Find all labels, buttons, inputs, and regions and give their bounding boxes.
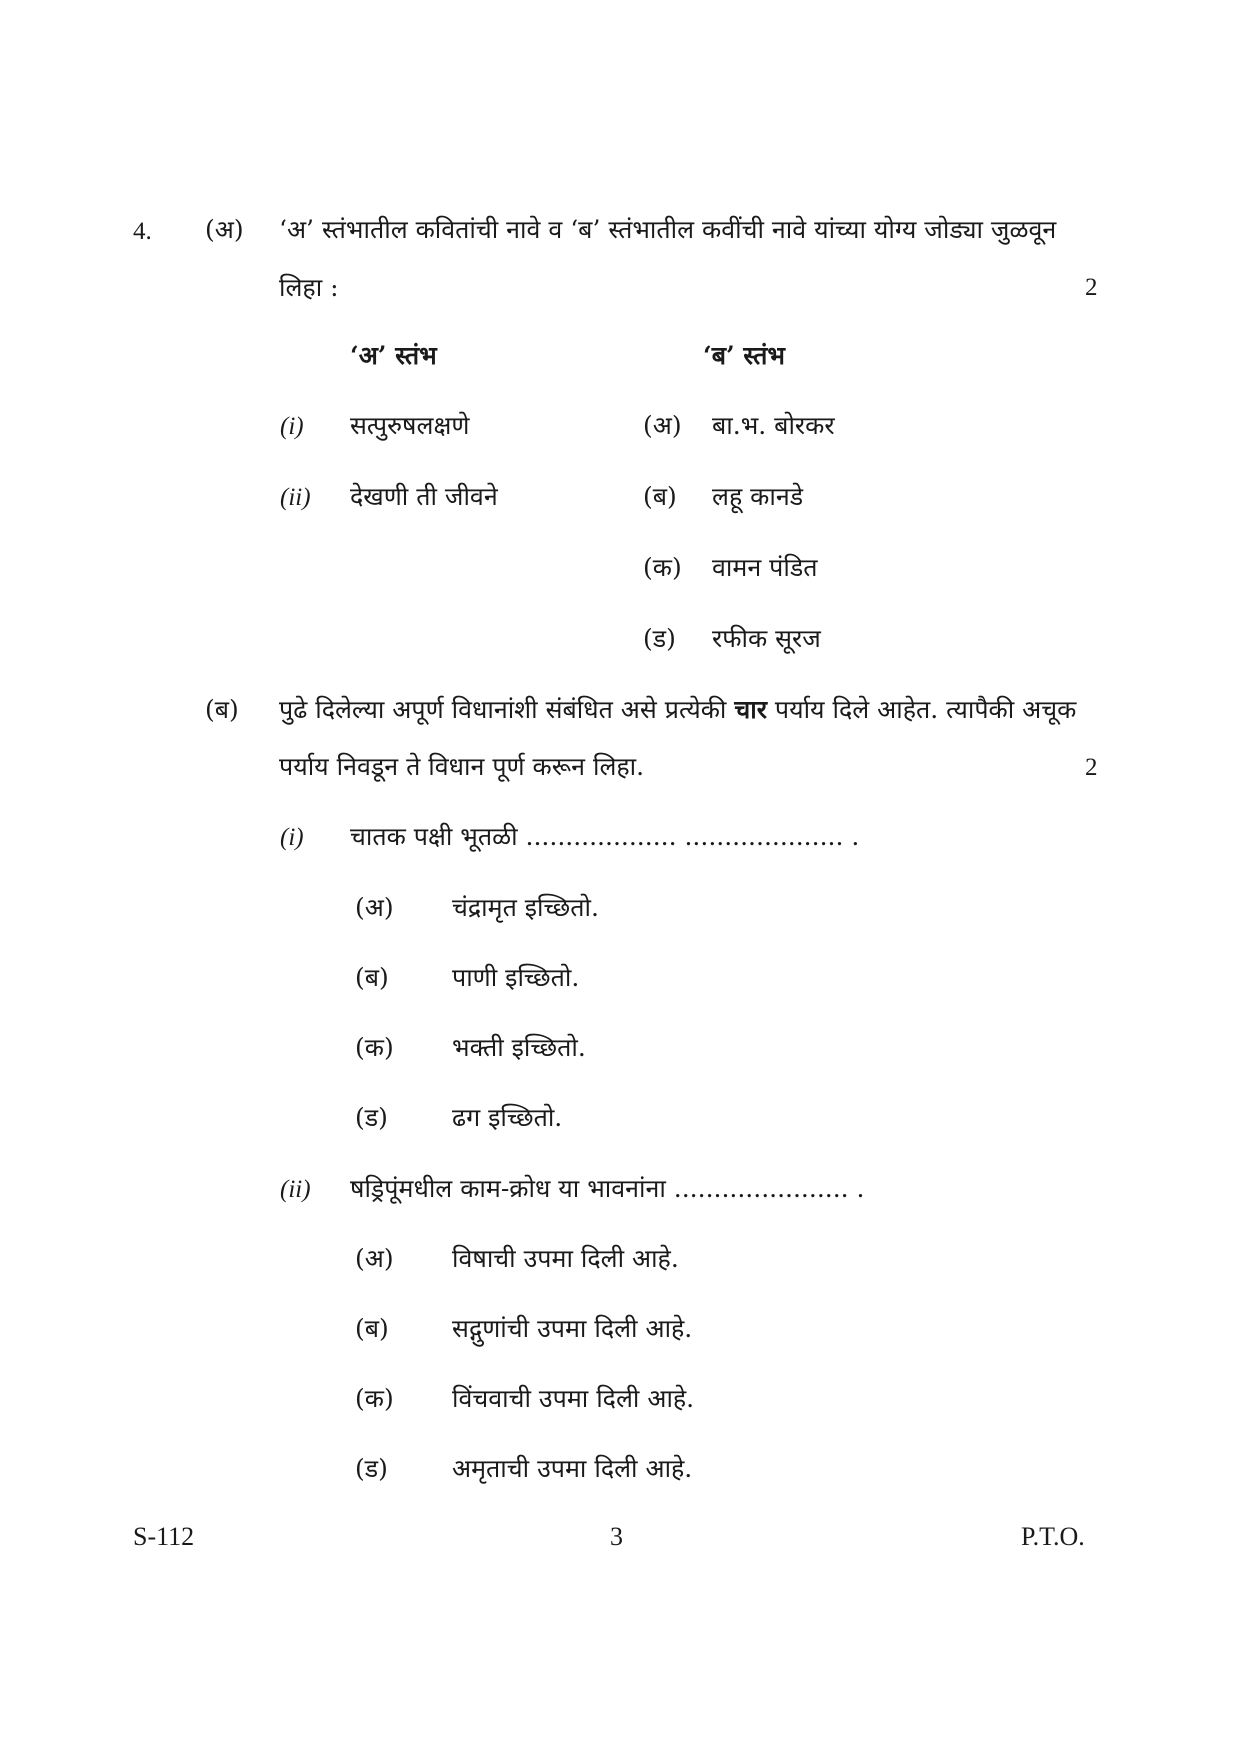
column-a-item-text: सत्पुरुषलक्षणे (350, 411, 470, 440)
mcq-option-label: (अ) (355, 1244, 394, 1273)
column-a-item-roman: (ii) (280, 484, 311, 511)
question-number: 4. (133, 218, 152, 245)
column-b-heading: ‘ब’ स्तंभ (703, 341, 785, 370)
part-b-label: (ब) (205, 695, 239, 724)
part-a-marks: 2 (1085, 274, 1098, 301)
mcq-option-label: (अ) (355, 893, 394, 922)
column-b-item-label: (ब) (643, 482, 677, 511)
part-b-prompt-line1-pre: पुढे दिलेल्या अपूर्ण विधानांशी संबंधित असे प्रत्येकी (279, 695, 735, 724)
mcq-option-text: चंद्रामृत इच्छितो. (452, 893, 599, 922)
part-a-prompt-line2: लिहा : (279, 273, 339, 302)
footer-code: S-112 (133, 1522, 195, 1551)
mcq-item-stem: षड्रिपूंमधील काम-क्रोध या भावनांना ...................... . (350, 1174, 865, 1203)
column-b-item-text: रफीक सूरज (712, 624, 821, 653)
mcq-option-text: ढग इच्छितो. (452, 1103, 563, 1132)
column-b-item-text: वामन पंडित (712, 553, 818, 582)
part-a-prompt-line1-pre: ‘अ’ स्तंभातील कवितांची नावे व (279, 215, 571, 244)
footer-pto: P.T.O. (1021, 1522, 1085, 1551)
column-b-item-label: (क) (643, 553, 682, 582)
mcq-option-text: अमृताची उपमा दिली आहे. (452, 1454, 693, 1483)
part-a-prompt-line1-post: ‘ब’ स्तंभातील कवींची नावे यांच्या योग्य जोड्या जुळवून (570, 215, 1057, 244)
column-a-heading: ‘अ’ स्तंभ (350, 341, 437, 370)
part-b-prompt-line1-bold: चार (734, 695, 767, 724)
mcq-option-text: भक्ती इच्छितो. (452, 1033, 586, 1062)
part-b-prompt-line1 (279, 697, 1076, 722)
column-b-item-label: (अ) (643, 411, 682, 440)
column-b-item-text: बा.भ. बोरकर (712, 411, 835, 440)
column-b-item-label: (ड) (643, 624, 676, 653)
column-a-item-text: देखणी ती जीवने (350, 482, 498, 511)
mcq-item-stem: चातक पक्षी भूतळी ................... .................... . (350, 822, 860, 851)
part-a-label: (अ) (205, 215, 244, 244)
mcq-option-text: विंचवाची उपमा दिली आहे. (452, 1384, 695, 1413)
mcq-option-text: पाणी इच्छितो. (452, 963, 580, 992)
mcq-option-text: सद्गुणांची उपमा दिली आहे. (452, 1314, 693, 1343)
mcq-option-label: (क) (355, 1033, 394, 1062)
mcq-option-label: (ड) (355, 1454, 388, 1483)
footer-page-number: 3 (610, 1522, 623, 1551)
mcq-item-roman: (i) (280, 824, 304, 851)
column-a-item-roman: (i) (280, 413, 304, 440)
column-b-item-text: लहू कानडे (712, 482, 804, 511)
mcq-option-label: (ब) (355, 963, 389, 992)
mcq-option-text: विषाची उपमा दिली आहे. (452, 1244, 679, 1273)
mcq-item-roman: (ii) (280, 1176, 311, 1203)
part-b-prompt-line2: पर्याय निवडून ते विधान पूर्ण करून लिहा. (279, 752, 645, 781)
mcq-option-label: (ड) (355, 1103, 388, 1132)
part-a-prompt-line1 (279, 217, 1056, 242)
part-b-prompt-line1-post: पर्याय दिले आहेत. त्यापैकी अचूक (766, 695, 1077, 724)
mcq-option-label: (क) (355, 1384, 394, 1413)
part-b-marks: 2 (1085, 754, 1098, 781)
mcq-option-label: (ब) (355, 1314, 389, 1343)
